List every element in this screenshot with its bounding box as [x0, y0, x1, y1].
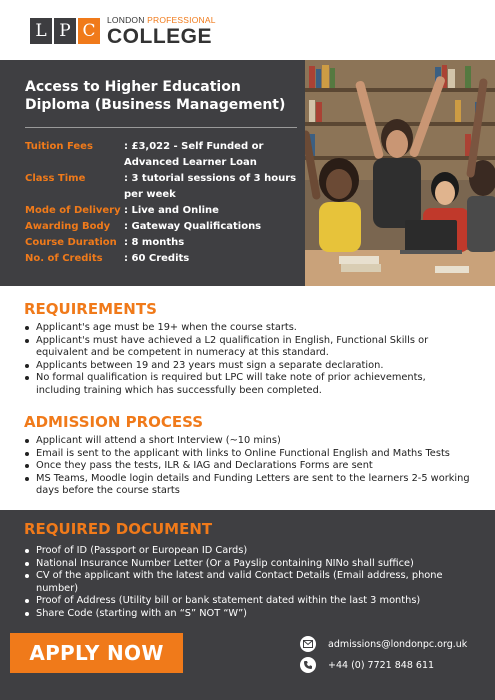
- list-item: No formal qualification is required but LPC will take note of prior achievements, including training which has successfully been completed.: [22, 372, 472, 397]
- detail-row-credits: [25, 251, 299, 267]
- list-item: MS Teams, Moodle login details and Funding Letters are sent to the learners 2-5 working days before the course starts: [22, 473, 472, 498]
- detail-label: Class Time: [25, 173, 86, 184]
- requirements-list: [22, 322, 472, 397]
- logo-sub-plain: LONDON: [107, 15, 145, 25]
- detail-value: : £3,022 - Self Funded or Advanced Learner Loan: [124, 141, 264, 168]
- logo-subtitle: [107, 16, 216, 25]
- logo-letter-c: C: [78, 18, 100, 44]
- header: [0, 0, 495, 56]
- contact-email[interactable]: [300, 636, 467, 652]
- detail-value: : 3 tutorial sessions of 3 hours per week: [124, 173, 297, 200]
- list-item: Proof of ID (Passport or European ID Cards): [22, 545, 472, 558]
- documents-list: [22, 545, 472, 620]
- list-item: Applicant's must have achieved a L2 qualification in English, Functional Skills or equivalent and be competent in numeracy at this standard.: [22, 335, 472, 360]
- email-address[interactable]: admissions@londonpc.org.uk: [328, 638, 468, 650]
- list-item: CV of the applicant with the latest and valid Contact Details (Email address, phone number): [22, 570, 472, 595]
- logo-sub-accent: PROFESSIONAL: [147, 15, 216, 25]
- detail-row-mode-of-delivery: [25, 203, 299, 219]
- email-icon: [300, 636, 316, 652]
- students-celebrating-photo: [305, 60, 495, 286]
- title-divider: [25, 127, 297, 128]
- logo-letter-p: P: [54, 18, 76, 44]
- apply-now-button[interactable]: APPLY NOW: [10, 633, 183, 673]
- course-title: Access to Higher Education Diploma (Business Management): [25, 79, 286, 113]
- logo-main-text: COLLEGE: [107, 24, 213, 48]
- list-item: Once they pass the tests, ILR & IAG and Declarations Forms are sent: [22, 460, 472, 473]
- detail-label: Awarding Body: [25, 221, 111, 232]
- contact-phone[interactable]: [300, 657, 434, 673]
- detail-row-course-duration: [25, 235, 299, 251]
- detail-label: Mode of Delivery: [25, 205, 121, 216]
- detail-label: Tuition Fees: [25, 141, 93, 152]
- list-item: Applicant's age must be 19+ when the course starts.: [22, 322, 472, 335]
- detail-row-class-time: [25, 171, 299, 203]
- list-item: Proof of Address (Utility bill or bank statement dated within the last 3 months): [22, 595, 472, 608]
- college-logo: [30, 16, 216, 47]
- detail-label: Course Duration: [25, 237, 117, 248]
- phone-number[interactable]: +44 (0) 7721 848 611: [328, 659, 435, 671]
- list-item: Share Code (starting with an “S” NOT “W”): [22, 608, 472, 621]
- detail-label: No. of Credits: [25, 253, 103, 264]
- admission-list: [22, 435, 472, 498]
- list-item: National Insurance Number Letter (Or a Payslip containing NINo shall suffice): [22, 558, 472, 571]
- documents-heading: REQUIRED DOCUMENT: [24, 520, 213, 538]
- list-item: Email is sent to the applicant with links to Online Functional English and Maths Tests: [22, 448, 472, 461]
- list-item: Applicants between 19 and 23 years must sign a separate declaration.: [22, 360, 472, 373]
- detail-value: : 60 Credits: [124, 253, 190, 264]
- detail-value: : Gateway Qualifications: [124, 221, 262, 232]
- detail-value: : 8 months: [124, 237, 185, 248]
- logo-letter-l: L: [30, 18, 52, 44]
- requirements-heading: REQUIREMENTS: [24, 300, 157, 318]
- detail-value: : Live and Online: [124, 205, 219, 216]
- admission-heading: ADMISSION PROCESS: [24, 413, 204, 431]
- logo-wordmark: [107, 16, 216, 47]
- detail-row-tuition-fees: [25, 139, 299, 171]
- detail-row-awarding-body: [25, 219, 299, 235]
- phone-icon: [300, 657, 316, 673]
- list-item: Applicant will attend a short Interview (~10 mins): [22, 435, 472, 448]
